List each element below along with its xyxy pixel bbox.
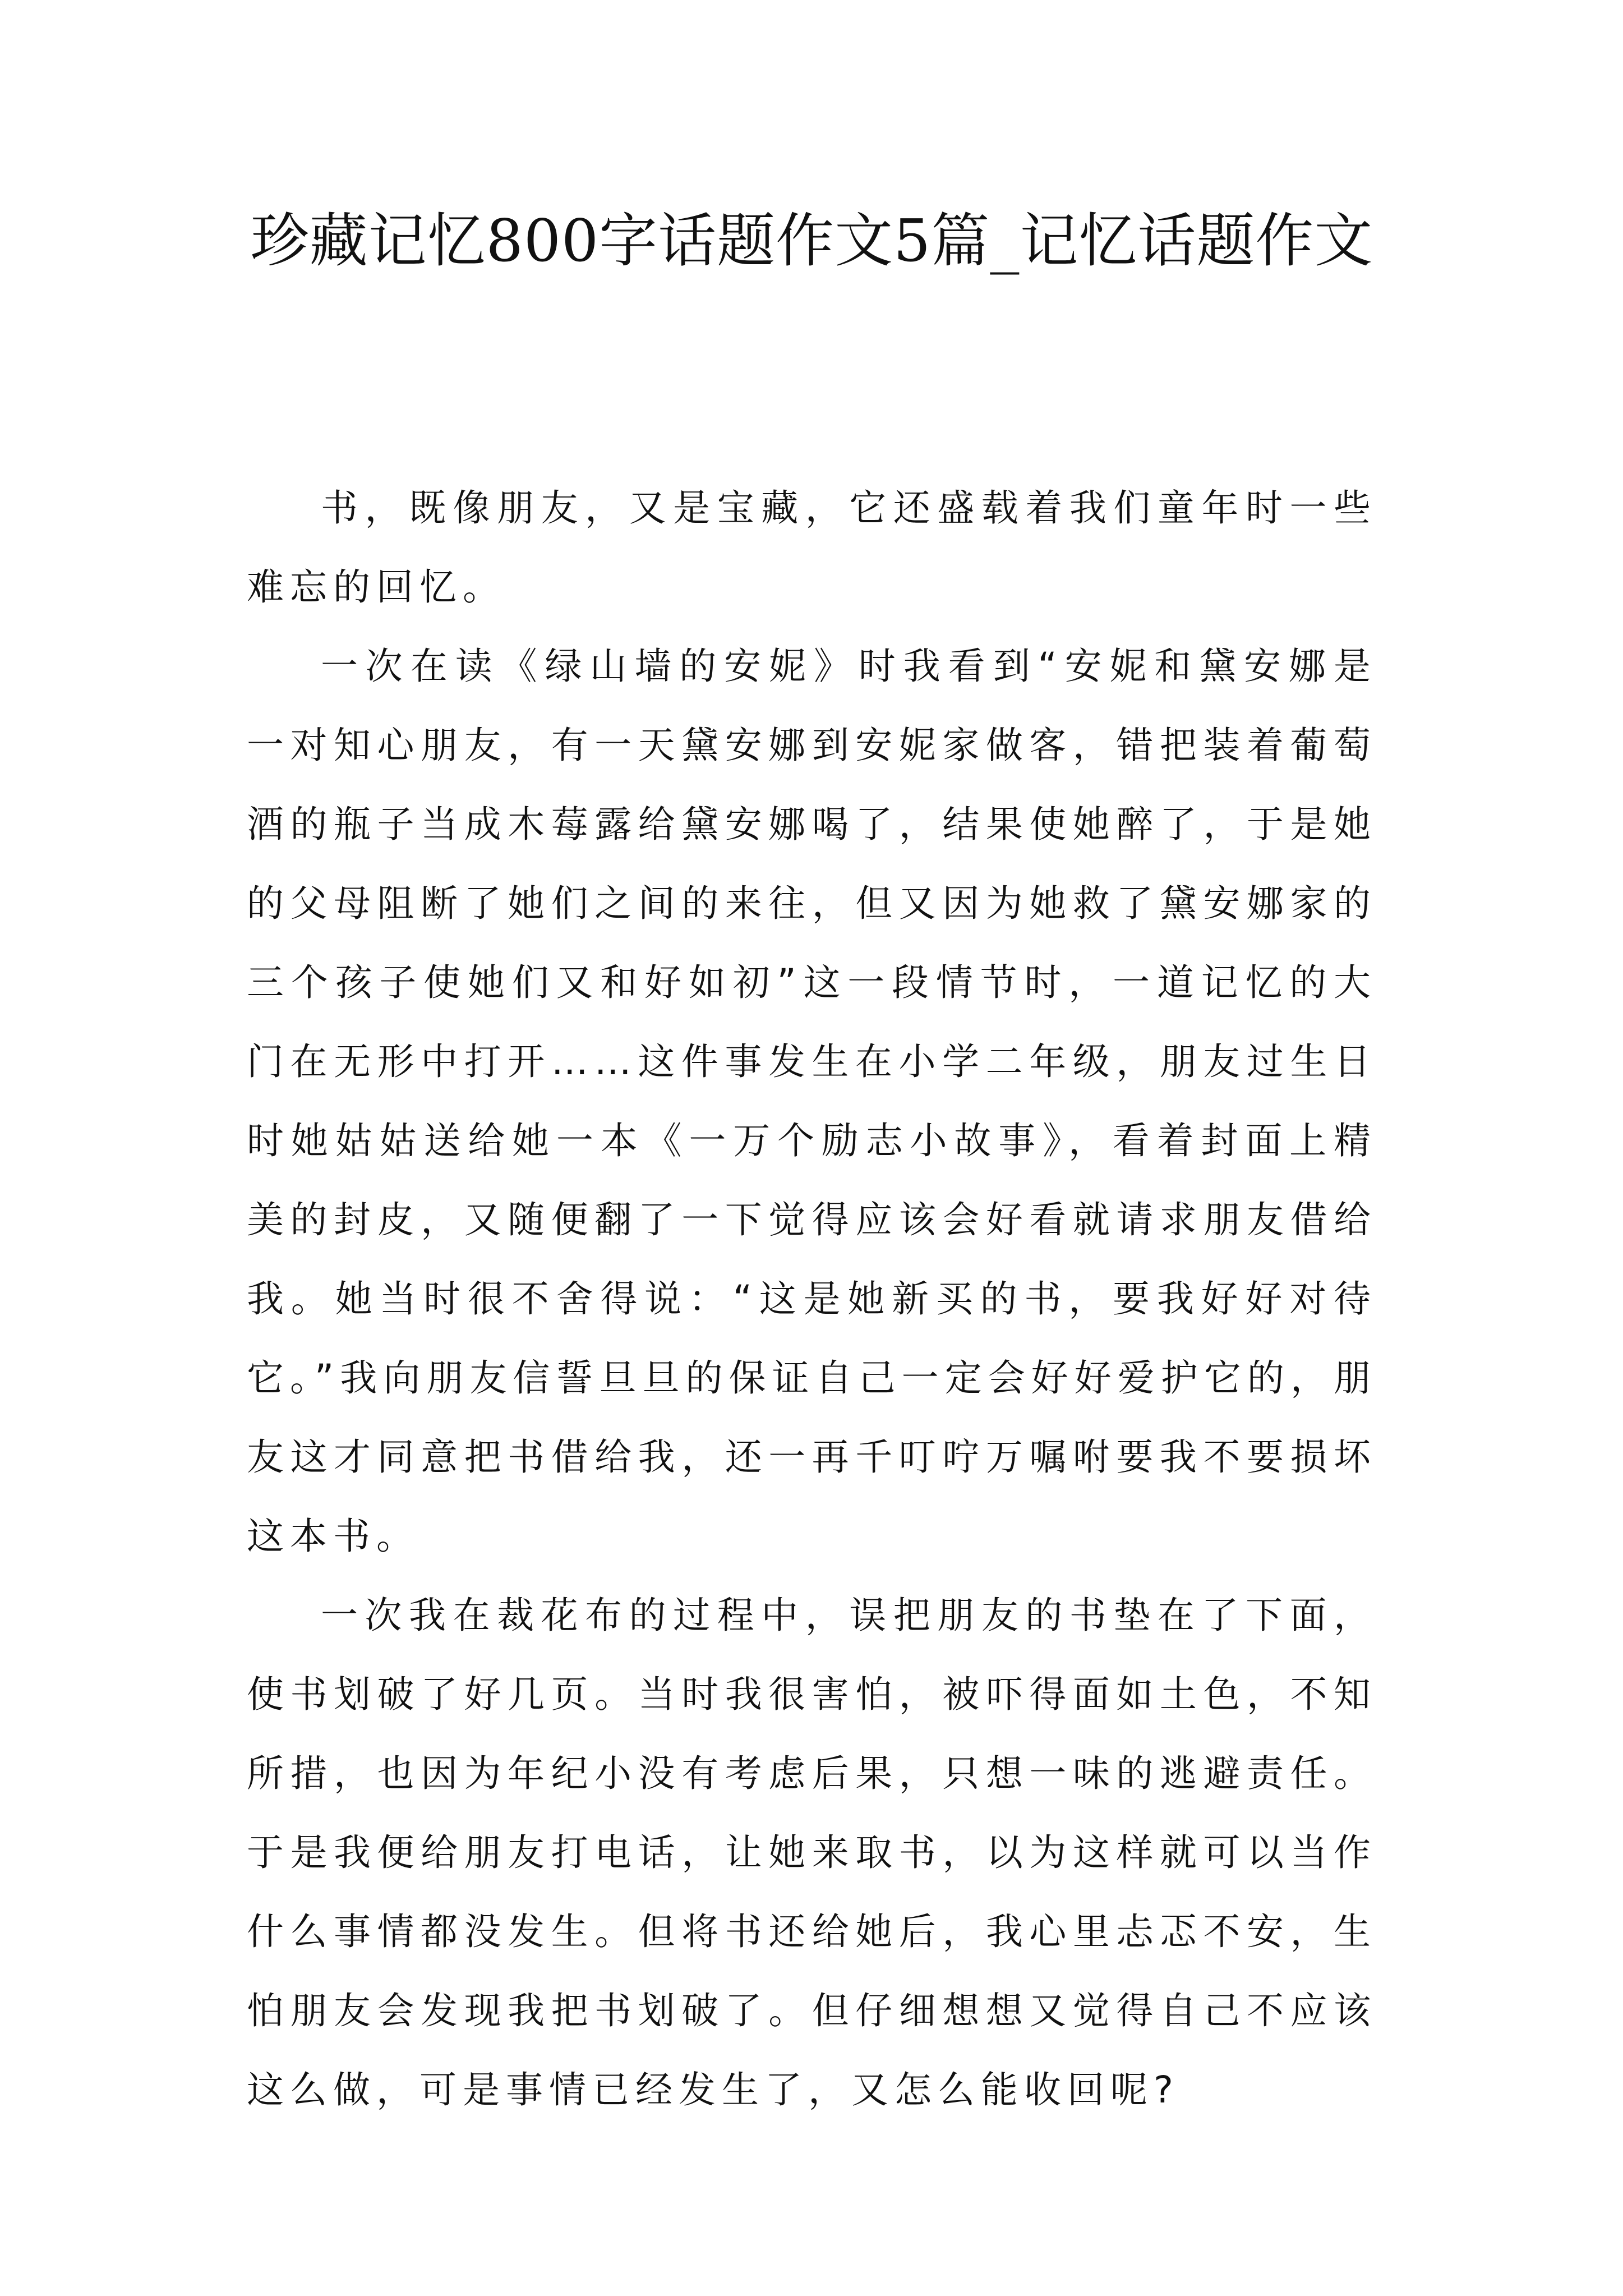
paragraph-1: 书，既像朋友，又是宝藏，它还盛载着我们童年时一些难忘的回忆。 (247, 486, 1377, 609)
paragraph-2: 一次在读《绿山墙的安妮》时我看到“安妮和黛安娜是一对知心朋友，有一天黛安娜到安妮家做客，错把装着葡萄酒的瓶子当成木莓露给黛安娜喝了，结果使她醉了，于是她的父母阻断了她们之间的来往，但又因为她救了黛安娜家的三个孩子使她们又和好如初”这一段情节时，一道记忆的大门在无形中打开……这件事发生在小学二年级，朋友过生日时她姑姑送给她一本《一万个励志小故事》，看着封面上精美的封皮，又随便翻了一下觉得应该会好看就请求朋友借给我。她当时很不舍得说：“这是她新买的书，要我好好对待它。”我向朋友信誓旦旦的保证自己一定会好好爱护它的，朋友这才同意把书借给我，还一再千叮咛万嘱咐要我不要损坏这本书。 (247, 645, 1377, 1558)
document-body (247, 468, 1377, 2129)
paragraph-3: 一次我在裁花布的过程中，误把朋友的书垫在了下面，使书划破了好几页。当时我很害怕，被吓得面如土色，不知所措，也因为年纪小没有考虑后果，只想一味的逃避责任。于是我便给朋友打电话，让她来取书，以为这样就可以当作什么事情都没发生。但将书还给她后，我心里忐忑不安，生怕朋友会发现我把书划破了。但仔细想想又觉得自己不应该这么做，可是事情已经发生了，又怎么能收回呢? (247, 1594, 1377, 2111)
document-title: 珍藏记忆800字话题作文5篇_记忆话题作文 (250, 206, 1373, 275)
